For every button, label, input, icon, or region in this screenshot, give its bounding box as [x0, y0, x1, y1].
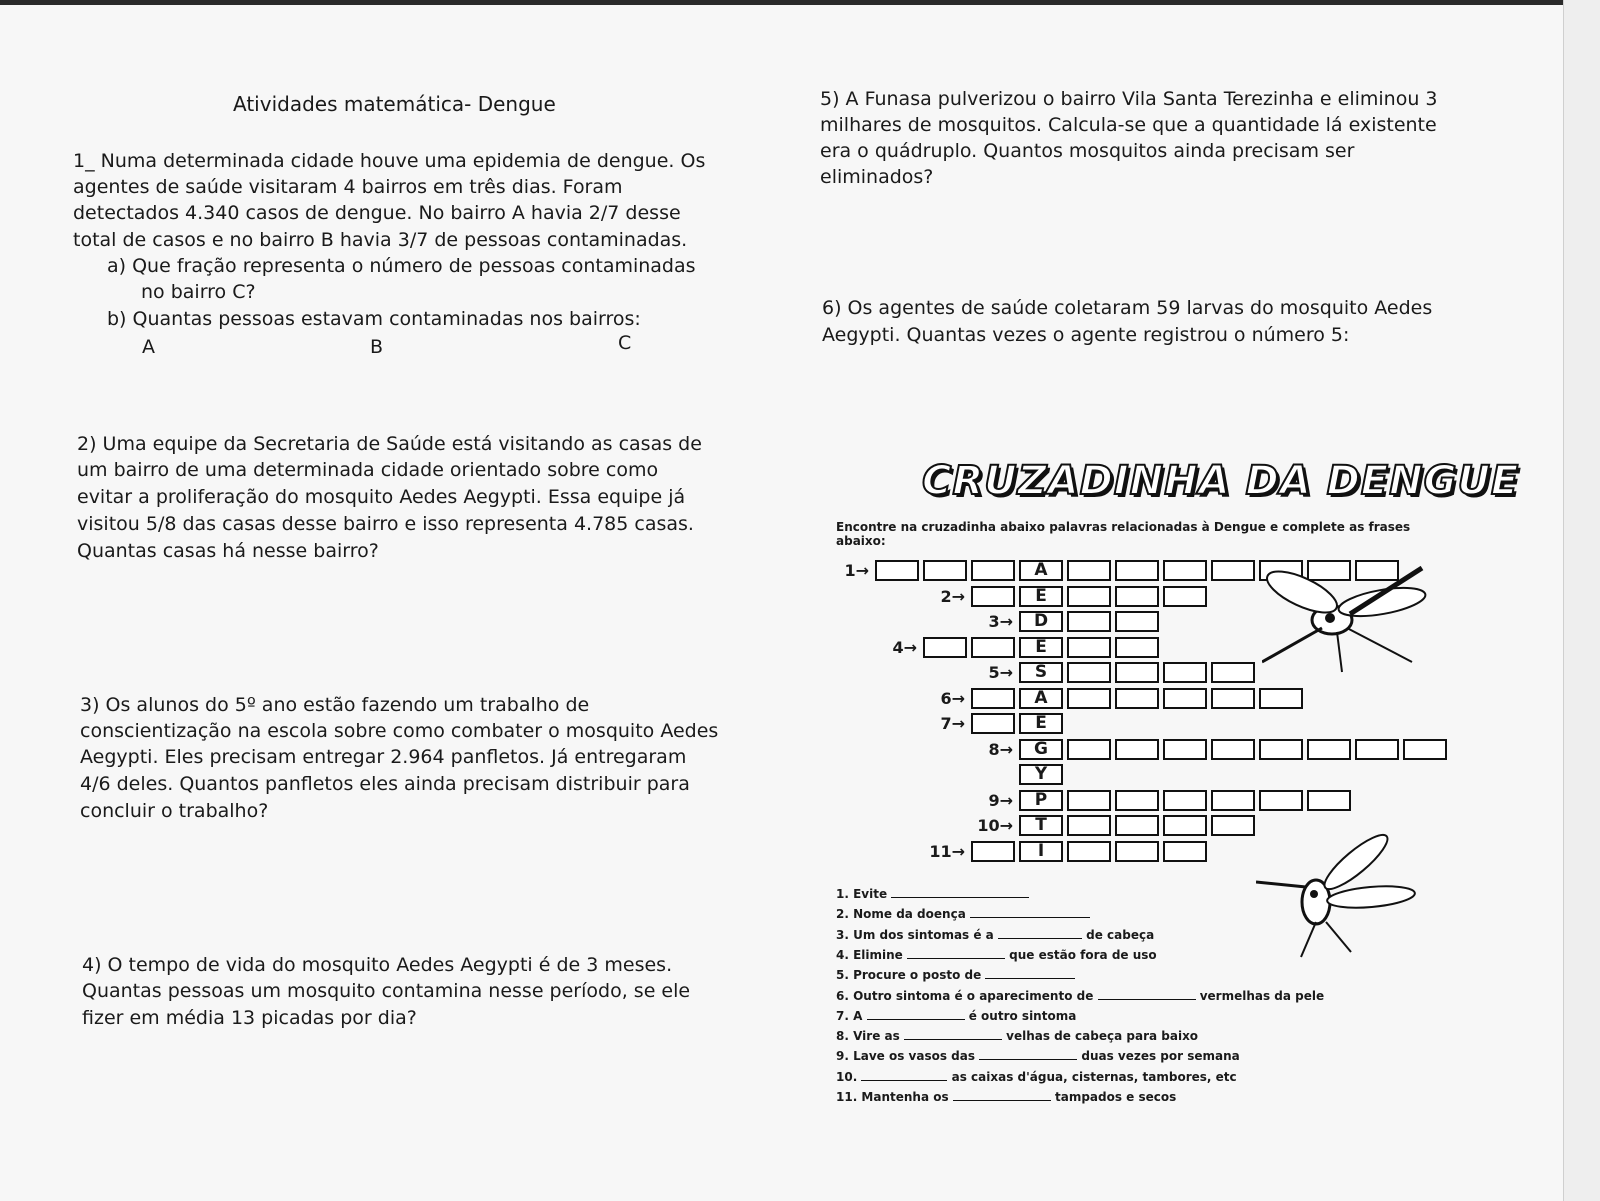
q1-line: detectados 4.340 casos de dengue. No bairro A havia 2/7 desse	[73, 202, 681, 224]
crossword-row-number: 9→	[988, 791, 1013, 810]
mosquito-icon	[1262, 562, 1442, 682]
crossword-clue	[836, 1049, 1240, 1063]
crossword-cell[interactable]	[1259, 790, 1303, 811]
crossword-key-letter: E	[1035, 586, 1047, 606]
clue-text: duas vezes por semana	[1077, 1049, 1240, 1063]
crossword-clue	[836, 1029, 1198, 1043]
crossword-cell[interactable]	[1163, 586, 1207, 607]
crossword-cell[interactable]	[1163, 560, 1207, 581]
crossword-clue	[836, 948, 1157, 962]
q2-line: um bairro de uma determinada cidade orientado sobre como	[77, 459, 659, 481]
crossword-cell[interactable]	[1115, 790, 1159, 811]
q1-line: total de casos e no bairro B havia 3/7 de pessoas contaminadas.	[73, 229, 688, 251]
clue-text: 5. Procure o posto de	[836, 968, 986, 982]
q5-line: milhares de mosquitos. Calcula-se que a quantidade lá existente	[820, 114, 1437, 136]
crossword-clue	[836, 1090, 1176, 1104]
crossword-cell[interactable]	[1211, 688, 1255, 709]
crossword-row-number: 8→	[988, 740, 1013, 759]
crossword-row-number: 6→	[940, 689, 965, 708]
crossword-key-letter: P	[1034, 790, 1048, 810]
q3-line: concluir o trabalho?	[80, 800, 269, 822]
clue-text: 6. Outro sintoma é o aparecimento de	[836, 989, 1098, 1003]
q1-item-b: b) Quantas pessoas estavam contaminadas nos bairros:	[107, 308, 641, 330]
crossword-clue	[836, 1070, 1237, 1084]
crossword-cell[interactable]	[1211, 560, 1255, 581]
q6-line: 6) Os agentes de saúde coletaram 59 larvas do mosquito Aedes	[822, 297, 1433, 319]
clue-text: vermelhas da pele	[1195, 989, 1325, 1003]
q6-line: Aegypti. Quantas vezes o agente registrou o número 5:	[822, 324, 1350, 346]
crossword-cell[interactable]	[1307, 739, 1351, 760]
crossword-cell[interactable]	[1067, 637, 1111, 658]
clue-text: velhas de cabeça para baixo	[1001, 1029, 1199, 1043]
crossword-cell[interactable]	[1115, 739, 1159, 760]
crossword-instructions: Encontre na cruzadinha abaixo palavras relacionadas à Dengue e complete as frases abaixo:	[836, 520, 1411, 548]
crossword-cell[interactable]	[1211, 815, 1255, 836]
crossword-cell[interactable]	[1067, 739, 1111, 760]
crossword-cell[interactable]	[1115, 662, 1159, 683]
q3-line: 3) Os alunos do 5º ano estão fazendo um trabalho de	[80, 694, 590, 716]
clue-text: 2. Nome da doença	[836, 907, 970, 921]
clue-text: que estão fora de uso	[1005, 948, 1157, 962]
crossword-key-letter: A	[1034, 688, 1048, 708]
q1-line: agentes de saúde visitaram 4 bairros em três dias. Foram	[73, 176, 623, 198]
crossword-key-letter: S	[1034, 662, 1048, 682]
crossword-key-letter: E	[1035, 713, 1047, 733]
crossword-cell[interactable]	[1163, 662, 1207, 683]
crossword-row-number: 10→	[977, 816, 1013, 835]
q2-line: Quantas casas há nesse bairro?	[77, 540, 379, 562]
clue-answer-blank[interactable]	[1098, 999, 1196, 1000]
crossword-cell[interactable]	[1067, 841, 1111, 862]
clue-text: 4. Elimine	[836, 948, 907, 962]
clue-text: 1. Evite	[836, 887, 892, 901]
crossword-cell[interactable]	[1163, 841, 1207, 862]
clue-text: de cabeça	[1081, 928, 1155, 942]
crossword-clue	[836, 968, 1075, 982]
crossword-cell[interactable]	[1115, 637, 1159, 658]
q2-line: 2) Uma equipe da Secretaria de Saúde está visitando as casas de	[77, 433, 702, 455]
crossword-cell[interactable]	[971, 713, 1015, 734]
clue-text: 9. Lave os vasos das	[836, 1049, 980, 1063]
clue-text: é outro sintoma	[964, 1009, 1077, 1023]
q4-line: 4) O tempo de vida do mosquito Aedes Aegypti é de 3 meses.	[82, 954, 673, 976]
crossword-key-letter: T	[1035, 815, 1047, 835]
crossword-row-number: 5→	[988, 663, 1013, 682]
crossword-title: CRUZADINHA DA DENGUE	[922, 458, 1520, 504]
clue-answer-blank[interactable]	[867, 1019, 965, 1020]
crossword-row-number: 3→	[988, 612, 1013, 631]
crossword-cell[interactable]	[1163, 688, 1207, 709]
clue-answer-blank[interactable]	[970, 917, 1090, 918]
mosquito-icon	[1256, 832, 1426, 962]
crossword-cell[interactable]	[971, 560, 1015, 581]
q3-line: conscientização na escola sobre como combater o mosquito Aedes	[80, 720, 719, 742]
crossword-key-letter: Y	[1034, 764, 1048, 784]
clue-answer-blank[interactable]	[891, 897, 1029, 898]
clue-answer-blank[interactable]	[979, 1059, 1077, 1060]
crossword-cell[interactable]	[1115, 688, 1159, 709]
crossword-clue	[836, 989, 1324, 1003]
crossword-clue	[836, 887, 1029, 901]
crossword-cell[interactable]	[1115, 841, 1159, 862]
crossword-cell[interactable]	[1163, 790, 1207, 811]
clue-text: as caixas d'água, cisternas, tambores, etc	[947, 1070, 1237, 1084]
crossword-key-letter: E	[1035, 637, 1047, 657]
scan-top-edge	[0, 0, 1600, 5]
q5-line: era o quádruplo. Quantos mosquitos ainda precisam ser	[820, 140, 1355, 162]
clue-answer-blank[interactable]	[861, 1080, 947, 1081]
page-title: Atividades matemática- Dengue	[233, 92, 556, 116]
crossword-cell[interactable]	[1163, 739, 1207, 760]
crossword-cell[interactable]	[1403, 739, 1447, 760]
crossword-cell[interactable]	[1067, 611, 1111, 632]
clue-text: tampados e secos	[1050, 1090, 1177, 1104]
crossword-cell[interactable]	[1259, 739, 1303, 760]
q1-letter-a: A	[142, 336, 155, 358]
crossword-key-letter: I	[1037, 841, 1045, 861]
crossword-cell[interactable]	[1067, 560, 1111, 581]
q4-line: Quantas pessoas um mosquito contamina nesse período, se ele	[82, 980, 691, 1002]
q4-line: fizer em média 13 picadas por dia?	[82, 1007, 417, 1029]
crossword-cell[interactable]	[1067, 790, 1111, 811]
crossword-clue	[836, 1009, 1076, 1023]
crossword-clue	[836, 928, 1154, 942]
crossword-cell[interactable]	[1067, 586, 1111, 607]
crossword-cell[interactable]	[1115, 611, 1159, 632]
crossword-cell[interactable]	[923, 560, 967, 581]
q2-line: visitou 5/8 das casas desse bairro e isso representa 4.785 casas.	[77, 513, 694, 535]
q1-line: 1_ Numa determinada cidade houve uma epidemia de dengue. Os	[73, 150, 706, 172]
crossword-cell[interactable]	[1067, 662, 1111, 683]
crossword-cell[interactable]	[1067, 688, 1111, 709]
q2-line: evitar a proliferação do mosquito Aedes Aegypti. Essa equipe já	[77, 486, 686, 508]
crossword-cell[interactable]	[971, 841, 1015, 862]
q5-line: eliminados?	[820, 166, 934, 188]
crossword-cell[interactable]	[1259, 688, 1303, 709]
crossword-cell[interactable]	[1115, 560, 1159, 581]
q1-item-a-cont: no bairro C?	[141, 281, 256, 303]
scan-right-edge	[1563, 0, 1600, 1201]
clue-text: 7. A	[836, 1009, 867, 1023]
crossword-cell[interactable]	[1115, 815, 1159, 836]
crossword-cell[interactable]	[1211, 790, 1255, 811]
crossword-cell[interactable]	[875, 560, 919, 581]
crossword-cell[interactable]	[971, 586, 1015, 607]
crossword-cell[interactable]	[1211, 662, 1255, 683]
clue-text: 10.	[836, 1070, 862, 1084]
clue-answer-blank[interactable]	[953, 1100, 1051, 1101]
crossword-cell[interactable]	[1211, 739, 1255, 760]
crossword-key-letter: A	[1034, 560, 1048, 580]
crossword-row-number: 1→	[844, 561, 869, 580]
crossword-cell[interactable]	[971, 688, 1015, 709]
crossword-key-letter: G	[1034, 739, 1048, 759]
clue-answer-blank[interactable]	[904, 1039, 1002, 1040]
crossword-cell[interactable]	[923, 637, 967, 658]
crossword-cell[interactable]	[1307, 790, 1351, 811]
crossword-cell[interactable]	[1067, 815, 1111, 836]
crossword-clue	[836, 907, 1090, 921]
crossword-cell[interactable]	[1355, 739, 1399, 760]
crossword-cell[interactable]	[1115, 586, 1159, 607]
clue-text: 11. Mantenha os	[836, 1090, 953, 1104]
crossword-row-number: 2→	[940, 587, 965, 606]
q3-line: Aegypti. Eles precisam entregar 2.964 panfletos. Já entregaram	[80, 746, 687, 768]
q1-item-a: a) Que fração representa o número de pessoas contaminadas	[107, 255, 696, 277]
q5-line: 5) A Funasa pulverizou o bairro Vila Santa Terezinha e eliminou 3	[820, 88, 1438, 110]
crossword-cell[interactable]	[1163, 815, 1207, 836]
crossword-key-letter: D	[1033, 611, 1049, 631]
clue-answer-blank[interactable]	[985, 978, 1075, 979]
crossword-row-number: 7→	[940, 714, 965, 733]
q3-line: 4/6 deles. Quantos panfletos eles ainda precisam distribuir para	[80, 773, 690, 795]
clue-text: 3. Um dos sintomas é a	[836, 928, 998, 942]
clue-answer-blank[interactable]	[907, 958, 1005, 959]
clue-answer-blank[interactable]	[998, 938, 1082, 939]
q1-letter-c: C	[618, 332, 632, 354]
clue-text: 8. Vire as	[836, 1029, 904, 1043]
crossword-cell[interactable]	[971, 637, 1015, 658]
crossword-row-number: 4→	[892, 638, 917, 657]
crossword-row-number: 11→	[929, 842, 965, 861]
q1-letter-b: B	[370, 336, 384, 358]
